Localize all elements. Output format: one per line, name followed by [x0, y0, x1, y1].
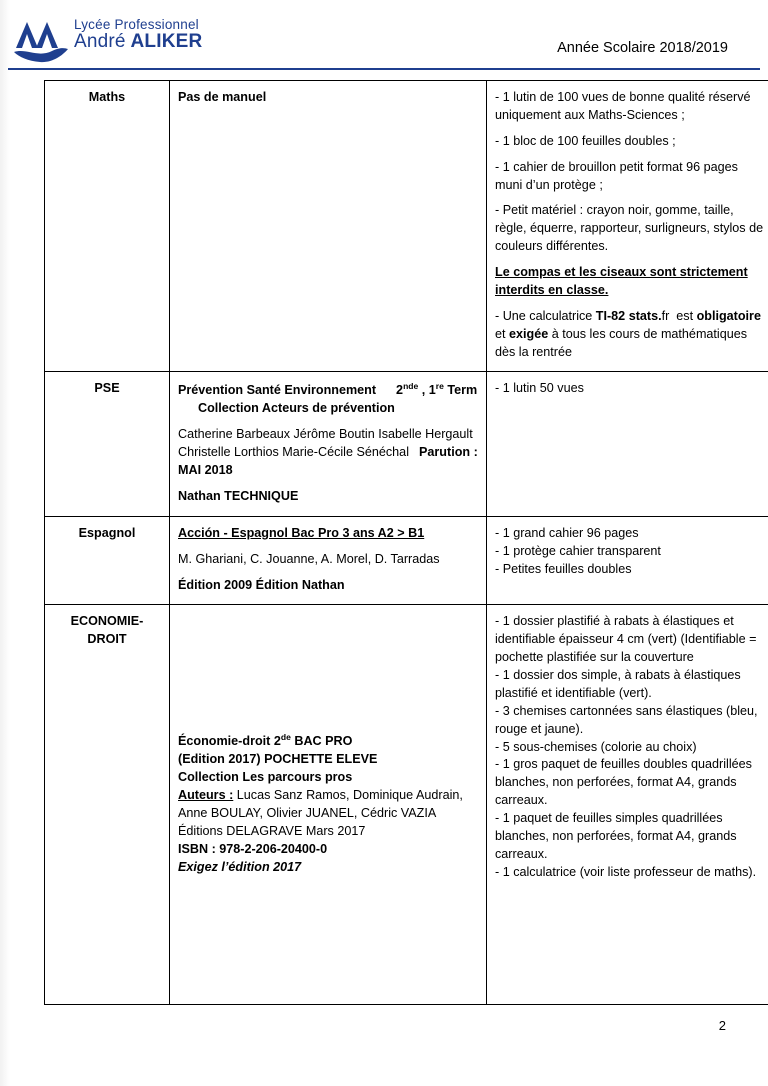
authors-text: Lucas Sanz Ramos, Dominique Audrain, Anne BOULAY, Olivier JUANEL, Cédric VAZIA	[178, 788, 463, 821]
subject-cell	[45, 605, 170, 1005]
material-line: - 1 cahier de brouillon petit format 96 pages muni d’un protège ;	[495, 159, 738, 192]
book-authors: M. Ghariani, C. Jouanne, A. Morel, D. Tarradas	[178, 551, 440, 566]
book-collection: Collection Acteurs de prévention	[198, 401, 395, 416]
material-line: - 1 calculatrice (voir liste professeur de maths).	[495, 864, 757, 879]
table-row	[45, 372, 768, 516]
material-warning: Le compas et les ciseaux sont strictement interdits en classe.	[495, 265, 748, 297]
book-note: Exigez l’édition 2017	[178, 859, 302, 874]
book-cell	[170, 81, 487, 372]
subject-cell: PSE	[45, 372, 170, 516]
book-authors-text: Catherine Barbeaux Jérôme Boutin Isabelle Hergault Christelle Lorthios Marie-Cécile Sénéchal	[178, 427, 473, 460]
book-title: Prévention Santé Environnement 2nde , 1re TermCollection Acteurs de prévention	[178, 381, 478, 416]
scan-edge	[0, 0, 10, 1086]
table-row	[45, 605, 768, 1005]
book-title: Pas de manuel	[178, 90, 267, 104]
logo-line-1: Lycée Professionnel	[74, 17, 199, 32]
document-header	[0, 18, 768, 74]
material-cell	[487, 516, 768, 605]
material-line: - 1 paquet de feuilles simples quadrillées blanches, non perforées, format A4, grands carreaux.	[495, 811, 737, 861]
header-divider	[8, 68, 760, 70]
material-line: - 1 lutin 50 vues	[495, 381, 584, 396]
material-line: - 1 lutin de 100 vues de bonne qualité réservé uniquement aux Maths-Sciences ;	[495, 90, 751, 122]
book-title-line2: (Edition 2017) POCHETTE ELEVE	[178, 752, 378, 767]
material-line: - Petit matériel : crayon noir, gomme, taille, règle, équerre, rapporteur, surligneurs, stylos de couleurs différentes.	[495, 203, 764, 254]
logo-aa-icon	[12, 18, 70, 66]
book-parution: Parution : MAI 2018	[178, 445, 478, 478]
table-row	[45, 81, 768, 372]
book-authors	[178, 787, 478, 823]
logo-firstname: André	[74, 31, 126, 53]
book-cell	[170, 605, 487, 1005]
book-title: Économie-droit 2de BAC PRO	[178, 732, 353, 749]
book-cell	[170, 372, 487, 516]
school-year: Année Scolaire 2018/2019	[557, 40, 728, 56]
material-line: - Petites feuilles doubles	[495, 561, 632, 576]
material-line: - 1 bloc de 100 feuilles doubles ;	[495, 133, 676, 148]
material-line: - 1 gros paquet de feuilles doubles quadrillées blanches, non perforées, format A4, grands carreaux.	[495, 757, 752, 808]
page-number: 2	[718, 1018, 726, 1033]
authors-label: Auteurs :	[178, 788, 234, 803]
book-authors	[178, 426, 478, 480]
subject-label: ECONOMIE-DROIT	[70, 614, 144, 647]
logo-lastname: ALIKER	[130, 31, 203, 53]
material-line: - 1 grand cahier 96 pages	[495, 525, 639, 540]
book-isbn: ISBN : 978-2-206-20400-0	[178, 841, 328, 856]
book-title-text: Prévention Santé Environnement	[178, 383, 377, 398]
material-line: - 5 sous-chemises (colorie au choix)	[495, 739, 697, 754]
material-cell	[487, 372, 768, 516]
subject-cell: Espagnol	[45, 516, 170, 605]
book-publisher: Éditions DELAGRAVE Mars 2017	[178, 823, 366, 838]
table-row	[45, 516, 768, 605]
material-line: - 1 protège cahier transparent	[495, 543, 661, 558]
subject-cell: Maths	[45, 81, 170, 372]
book-collection: Collection Les parcours pros	[178, 770, 353, 785]
logo-line-2	[74, 32, 202, 52]
material-cell	[487, 605, 768, 1005]
material-cell	[487, 81, 768, 372]
material-line: - 1 dossier dos simple, à rabats à élastiques plastifié et identifiable (vert).	[495, 668, 741, 700]
book-edition: Édition 2009 Édition Nathan	[178, 577, 345, 592]
material-line: - 3 chemises cartonnées sans élastiques (bleu, rouge et jaune).	[495, 703, 758, 736]
book-title: Acción - Espagnol Bac Pro 3 ans A2 > B1	[178, 525, 425, 540]
school-logo	[12, 18, 202, 66]
book-cell	[170, 516, 487, 605]
logo-text	[74, 18, 202, 52]
supplies-table	[44, 80, 768, 1005]
material-line: - 1 dossier plastifié à rabats à élastiques et identifiable épaisseur 4 cm (vert) (Identifiable = pochette plastifiée sur la couverture	[495, 614, 757, 665]
material-calculator-note: - Une calculatrice TI-82 stats.fr est obligatoire et exigée à tous les cours de mathématiques dès la rentrée	[495, 308, 761, 359]
book-publisher: Nathan TECHNIQUE	[178, 488, 299, 503]
